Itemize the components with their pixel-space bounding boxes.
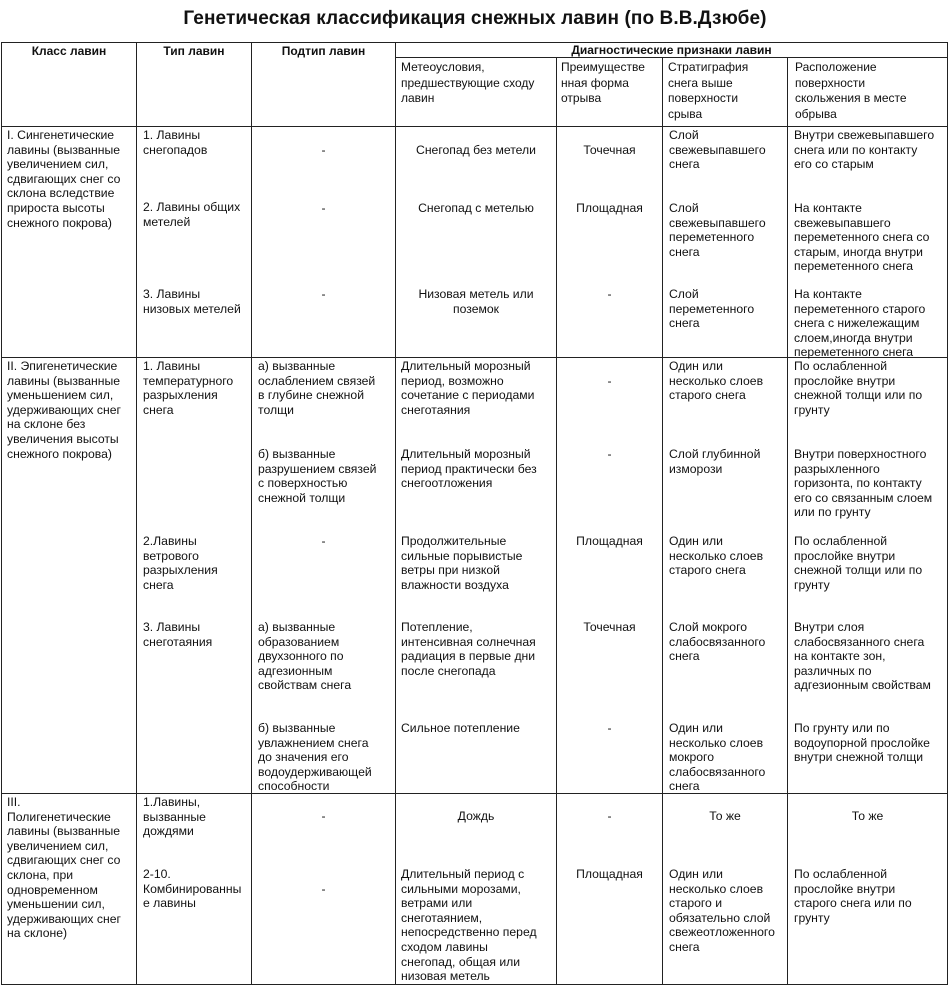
weather-cell: Потепление, интенсивная солнечная радиация в первые дни после снегопада [401,620,536,678]
surface-cell: Внутри свежевыпавшего снега или по контакту его со старым [794,128,935,172]
class-1-syngenetic: I. Сингенетические лавины (вызванные увеличением сил, сдвигающих снег со склона вследствие прироста высоты снежного покрова) [7,128,121,230]
strat-cell: Слой свежевыпавшего переметенного снега [669,201,766,259]
surface-cell: То же [851,809,884,823]
col-rule-weather [395,42,396,985]
page-title: Генетическая классификация снежных лавин (по В.В.Дзюбе) [183,8,767,29]
header-form: Преимуществе нная форма отрыва [561,60,645,105]
type-cell: 1. Лавины температурного разрыхления снега [143,359,234,417]
subtype-cell: - [321,534,326,548]
weather-cell: Длительный морозный период, возможно сочетание с периодами снеготаяния [401,359,535,417]
weather-cell: Сильное потепление [401,721,520,735]
strat-cell: Один или несколько слоев старого снега [669,359,764,403]
form-cell: - [607,374,612,388]
subtype-cell: - [321,809,326,823]
class-3-polygenetic: III. Полигенетические лавины (вызванные увеличением сил, сдвигающих снег со склона, при одновременном уменьшении сил, удерживающих снег на склоне) [7,795,121,941]
surface-cell: На контакте свежевыпавшего переметенного снега со старым, иногда внутри переметенного снега [794,201,930,274]
header-surface: Расположение поверхности скольжения в месте обрыва [795,60,907,121]
strat-cell: Слой глубинной изморози [669,447,761,476]
surface-cell: Внутри поверхностного разрыхленного горизонта, по контакту его со связанным слоем или по грунту [794,447,933,520]
form-cell: Точечная [583,620,636,634]
weather-cell: Продолжительные сильные порывистые ветры при низкой влажности воздуха [401,534,523,592]
strat-cell: Слой свежевыпавшего снега [669,128,766,172]
subtype-cell: - [321,287,326,301]
subtype-cell: - [321,143,326,157]
col-rule-strat [662,57,663,985]
surface-cell: Внутри слоя слабосвязанного снега на контакте зон, различных по адгезионным свойствам [794,620,931,693]
weather-cell: Длительный морозный период практически без снегоотложения [401,447,537,491]
type-cell: 3. Лавины снеготаяния [143,620,213,649]
form-cell: Площадная [576,867,643,881]
surface-cell: На контакте переметенного старого снега с нижележащим слоем,иногда внутри переметенного снега [794,287,926,360]
type-cell: 1.Лавины, вызванные дождями [143,795,206,839]
form-cell: - [607,721,612,735]
weather-cell: Дождь [457,809,495,823]
form-cell: Площадная [576,201,643,215]
subtype-cell: - [321,201,326,215]
strat-cell: Один или несколько слоев старого и обязательно слой свежеотложенного снега [669,867,775,954]
weather-cell: Снегопад без метели [416,143,536,157]
class-2-epigenetic: II. Эпигенетические лавины (вызванные уменьшением сил, удерживающих снег на склоне без увеличения высоты снежного покрова) [7,359,121,461]
weather-cell: Длительный период с сильными морозами, ветрами или снеготаянием, непосредственно перед сходом лавины снегопад, общая или низовая метель [401,867,537,984]
header-weather: Метеоусловия, предшествующие сходу лавин [401,60,535,105]
subtype-cell: - [321,882,326,896]
surface-cell: По грунту или по водоупорной прослойке внутри снежной толщи [794,721,930,765]
col-rule-form [556,57,557,985]
form-cell: Точечная [583,143,636,157]
surface-cell: По ослабленной прослойке внутри снежной толщи или по грунту [794,534,923,592]
form-cell: - [607,447,612,461]
header-diagnostic: Диагностические признаки лавин [571,43,772,57]
strat-cell: Один или несколько слоев мокрого слабосвязанного снега [669,721,766,794]
strat-cell: Слой мокрого слабосвязанного снега [669,620,766,664]
strat-cell: То же [709,809,741,823]
subtype-cell: а) вызванные ослаблением связей в глубине снежной толщи [258,359,376,417]
type-cell: 2.Лавины ветрового разрыхления снега [143,534,218,592]
subtype-cell: б) вызванные разрушением связей с поверхностью снежной толщи [258,447,377,505]
type-cell: 2-10. Комбинированны е лавины [143,867,242,911]
col-rule-surface [787,57,788,985]
form-cell: - [607,809,612,823]
weather-cell: Низовая метель или поземок [418,287,534,316]
table-right-border [947,42,948,985]
table-left-border [1,42,2,985]
table-bottom-border [1,984,948,985]
weather-cell: Снегопад с метелью [418,201,534,215]
type-cell: 3. Лавины низовых метелей [143,287,241,316]
header-strat: Стратиграфия снега выше поверхности срыва [668,60,749,121]
subtype-cell: б) вызванные увлажнением снега до значения его водоудерживающей способности [258,721,372,794]
type-cell: 1. Лавины снегопадов [143,128,208,157]
header-bottom-border [1,126,948,127]
subtype-cell: а) вызванные образованием двухзонного по адгезионным свойствам снега [258,620,352,693]
col-rule-subtype [251,42,252,985]
header-type: Тип лавин [163,44,225,58]
class-2-bottom-border [1,793,948,794]
form-cell: - [607,287,612,301]
header-class: Класс лавин [31,44,107,58]
surface-cell: По ослабленной прослойке внутри старого снега или по грунту [794,867,912,925]
header-subtype: Подтип лавин [281,44,366,58]
form-cell: Площадная [576,534,643,548]
col-rule-type [136,42,137,985]
type-cell: 2. Лавины общих метелей [143,200,241,229]
surface-cell: По ослабленной прослойке внутри снежной толщи или по грунту [794,359,923,417]
strat-cell: Слой переметенного снега [669,287,755,331]
strat-cell: Один или несколько слоев старого снега [669,534,764,578]
